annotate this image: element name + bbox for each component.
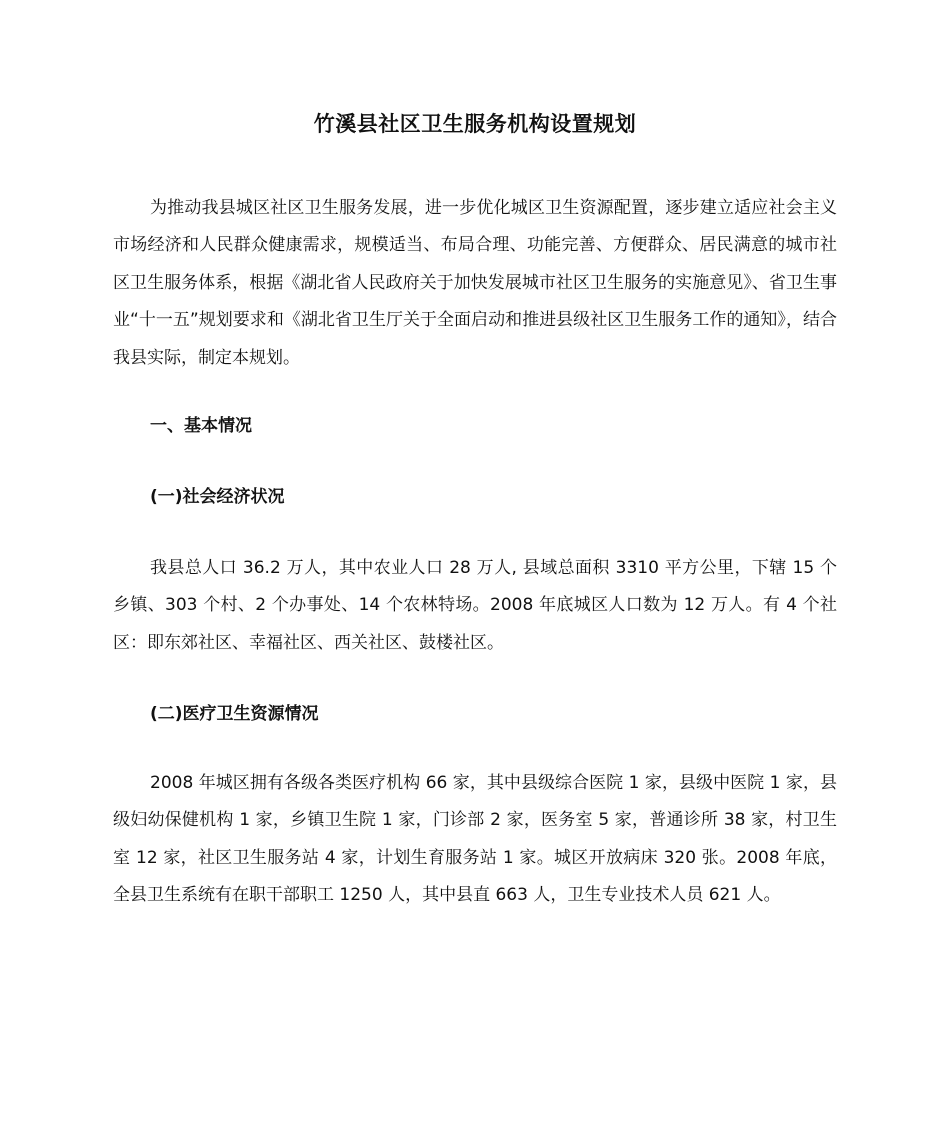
socioeconomic-paragraph: 我县总人口 36.2 万人，其中农业人口 28 万人, 县域总面积 3310 平方公里，下辖 15 个乡镇、303 个村、2 个办事处、14 个农林特场。2008 年底城区人口数为 12 万人。有 4 个社区：即东郊社区、幸福社区、西关社区、鼓楼社区。 <box>113 558 837 653</box>
medical-resources-paragraph: 2008 年城区拥有各级各类医疗机构 66 家，其中县级综合医院 1 家，县级中医院 1 家，县级妇幼保健机构 1 家，乡镇卫生院 1 家，门诊部 2 家，医务室 5 家，普通诊所 38 家，村卫生室 12 家，社区卫生服务站 4 家，计划生育服务站 1 家。城区开放病床 320 张。2008 年底，全县卫生系统有在职干部职工 1250 人，其中县直 663 人，卫生专业技术人员 621 人。 <box>113 773 837 906</box>
subsection-heading-socioeconomic: (一)社会经济状况 <box>150 487 285 507</box>
subsection-heading-medical-resources: (二)医疗卫生资源情况 <box>150 704 319 724</box>
section-heading-basic-situation: 一、基本情况 <box>150 416 252 436</box>
intro-paragraph: 为推动我县城区社区卫生服务发展，进一步优化城区卫生资源配置，逐步建立适应社会主义市场经济和人民群众健康需求，规模适当、布局合理、功能完善、方便群众、居民满意的城市社区卫生服务体系，根据《湖北省人民政府关于加快发展城市社区卫生服务的实施意见》、省卫生事业“十一五”规划要求和《湖北省卫生厅关于全面启动和推进县级社区卫生服务工作的通知》，结合我县实际，制定本规划。 <box>113 198 837 368</box>
document-title: 竹溪县社区卫生服务机构设置规划 <box>313 112 637 136</box>
